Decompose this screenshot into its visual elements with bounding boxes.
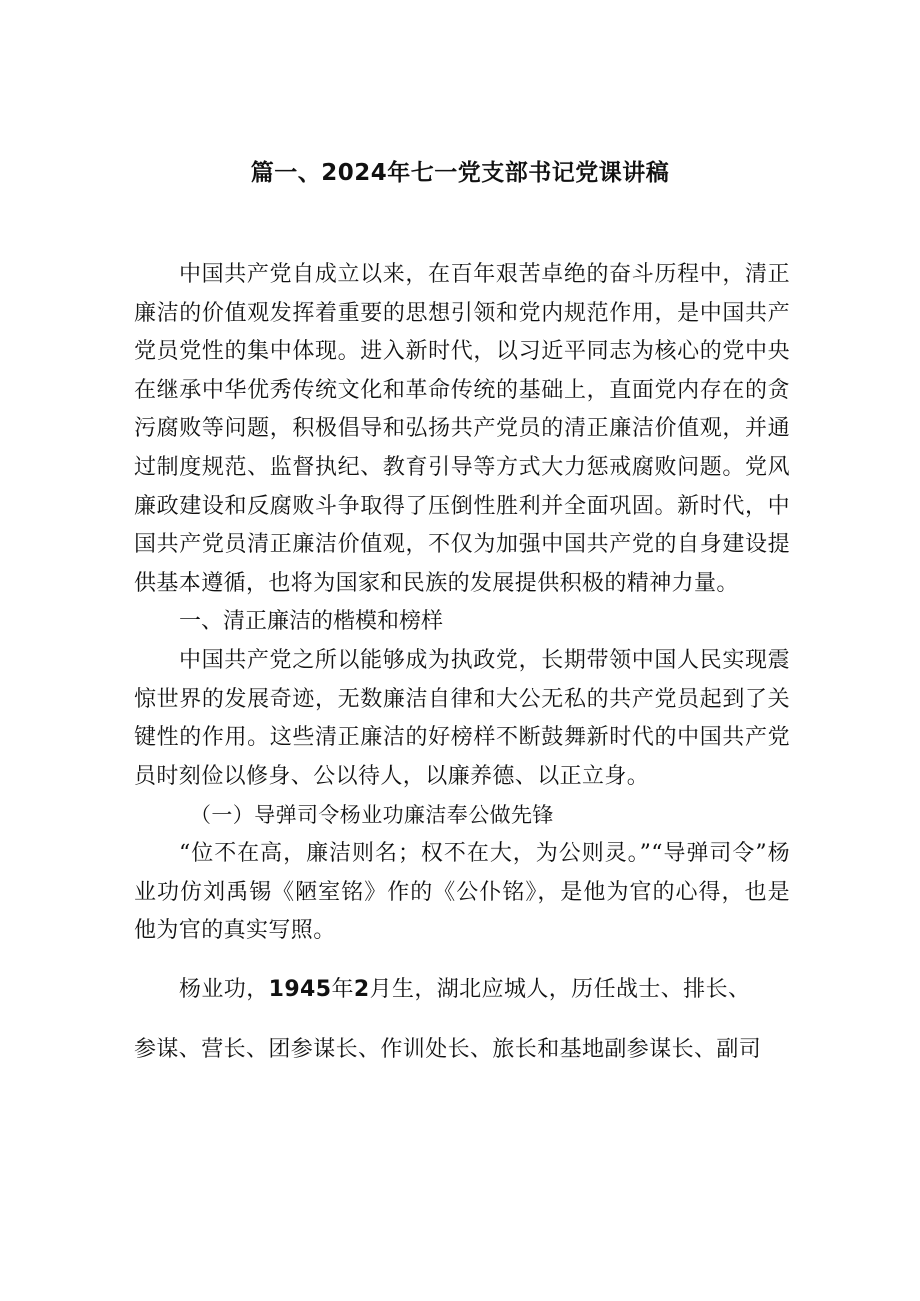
bio-year-unit: 年 — [331, 976, 354, 1002]
section-paragraph: 中国共产党之所以能够成为执政党，长期带领中国人民实现震惊世界的发展奇迹，无数廉洁自律和大公无私的共产党员起到了关键性的作用。这些清正廉洁的好榜样不断鼓舞新时代的中国共产党员时刻俭以修身、公以待人，以廉养德、以正立身。 — [134, 647, 790, 789]
bio-continued-line: 参谋、营长、团参谋长、作训处长、旅长和基地副参谋长、副司 — [134, 1037, 762, 1063]
subsection-heading: （一）导弹司令杨业功廉洁奉公做先锋 — [190, 803, 554, 828]
document-body — [134, 256, 790, 1070]
quote-paragraph: “位不在高，廉洁则名；权不在大，为公则灵。”“导弹司令”杨业功仿刘禹锡《陋室铭》作的《公仆铭》，是他为官的心得，也是他为官的真实写照。 — [134, 840, 790, 944]
bio-name: 杨业功， — [179, 976, 269, 1002]
bio-paragraph — [134, 971, 790, 1010]
bio-rest: 月生，湖北应城人，历任战士、排长、 — [369, 976, 751, 1002]
section-heading: 一、清正廉洁的楷模和榜样 — [179, 609, 444, 635]
paragraph-gap — [134, 951, 790, 971]
intro-paragraph: 中国共产党自成立以来，在百年艰苦卓绝的奋斗历程中，清正廉洁的价值观发挥着重要的思想引领和党内规范作用，是中国共产党员党性的集中体现。进入新时代，以习近平同志为核心的党中央在继承中华优秀传统文化和革命传统的基础上，直面党内存在的贪污腐败等问题，积极倡导和弘扬共产党员的清正廉洁价值观，并通过制度规范、监督执纪、教育引导等方式大力惩戒腐败问题。党风廉政建设和反腐败斗争取得了压倒性胜利并全面巩固。新时代，中国共产党员清正廉洁价值观，不仅为加强中国共产党的自身建设提供基本遵循，也将为国家和民族的发展提供积极的精神力量。 — [134, 262, 790, 596]
bio-month: 2 — [353, 976, 370, 1002]
bio-year: 1945 — [268, 976, 332, 1002]
document-title: 篇一、2024年七一党支部书记党课讲稿 — [250, 160, 670, 186]
